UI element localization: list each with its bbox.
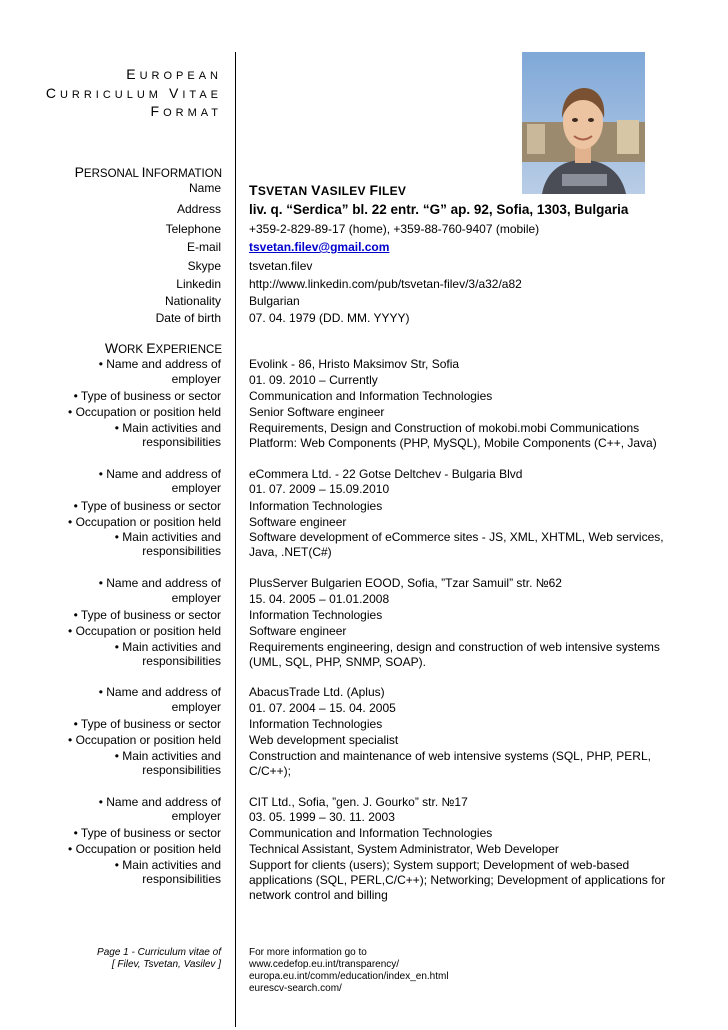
business-label: • Type of business or sector bbox=[73, 608, 221, 622]
footer-cv-owner: [ Filev, Tsvetan, Vasilev ] bbox=[111, 959, 221, 970]
employer-value: CIT Ltd., Sofia, ”gen. J. Gourko” str. №17 bbox=[249, 795, 468, 809]
business-value: Communication and Information Technologies bbox=[249, 389, 493, 403]
nationality-label: Nationality bbox=[164, 294, 221, 308]
header-line-format: FORMAT bbox=[150, 103, 222, 119]
business-label: • Type of business or sector bbox=[73, 717, 221, 731]
position-value: Software engineer bbox=[249, 624, 347, 638]
activities-label-cont: responsibilities bbox=[142, 654, 221, 668]
employer-label: • Name and address of bbox=[98, 467, 221, 481]
employer-label: • Name and address of bbox=[98, 576, 221, 590]
activities-label-cont: responsibilities bbox=[142, 763, 221, 777]
dates-value: 01. 09. 2010 – Currently bbox=[249, 373, 378, 387]
telephone-value: +359-2-829-89-17 (home), +359-88-760-9407 (mobile) bbox=[249, 222, 540, 236]
header-line-european: EUROPEAN bbox=[126, 66, 222, 82]
activities-value: Support for clients (users); System support; Development of web-based applications (SQL, PERL,C/C++); Networking; Development of applications for network control and billing bbox=[249, 858, 666, 902]
dates-value: 01. 07. 2009 – 15.09.2010 bbox=[249, 482, 390, 496]
employer-value: eCommera Ltd. - 22 Gotse Deltchev - Bulgaria Blvd bbox=[249, 467, 523, 481]
footer-link-cedefop[interactable]: www.cedefop.eu.int/transparency/ bbox=[249, 959, 400, 970]
footer-link-eurescv[interactable]: eurescv-search.com/ bbox=[249, 983, 342, 994]
linkedin-label: Linkedin bbox=[176, 277, 221, 291]
activities-value: Requirements engineering, design and construction of web intensive systems (UML, SQL, PHP, SNMP, SOAP). bbox=[249, 640, 660, 669]
footer-more-info: For more information go to bbox=[249, 947, 367, 958]
work-experience-heading: WORK EXPERIENCE bbox=[104, 340, 222, 356]
position-label: • Occupation or position held bbox=[68, 733, 221, 747]
profile-photo bbox=[522, 52, 645, 194]
name-label: Name bbox=[188, 181, 221, 195]
linkedin-value: http://www.linkedin.com/pub/tsvetan-filev/3/a32/a82 bbox=[249, 277, 522, 291]
employer-label: • Name and address of bbox=[98, 795, 221, 809]
email-label: E-mail bbox=[186, 240, 221, 254]
employer-label-cont: employer bbox=[171, 372, 221, 386]
employer-label-cont: employer bbox=[171, 481, 221, 495]
activities-label: • Main activities and bbox=[114, 530, 221, 544]
footer-page-info: Page 1 - Curriculum vitae of bbox=[97, 947, 221, 958]
business-value: Information Technologies bbox=[249, 608, 383, 622]
header-line-curriculum-vitae: CURRICULUM VITAE bbox=[45, 85, 222, 101]
employer-label-cont: employer bbox=[171, 809, 221, 823]
position-value: Technical Assistant, System Administrator, Web Developer bbox=[249, 842, 559, 856]
activities-label: • Main activities and bbox=[114, 858, 221, 872]
position-label: • Occupation or position held bbox=[68, 405, 221, 419]
position-label: • Occupation or position held bbox=[68, 515, 221, 529]
activities-label: • Main activities and bbox=[114, 749, 221, 763]
activities-label: • Main activities and bbox=[114, 421, 221, 435]
employer-value: Evolink - 86, Hristo Maksimov Str, Sofia bbox=[249, 357, 460, 371]
activities-label: • Main activities and bbox=[114, 640, 221, 654]
dates-value: 01. 07. 2004 – 15. 04. 2005 bbox=[249, 701, 396, 715]
name-value: TSVETAN VASILEV FILEV bbox=[249, 182, 407, 198]
dates-value: 03. 05. 1999 – 30. 11. 2003 bbox=[249, 810, 395, 824]
business-value: Information Technologies bbox=[249, 499, 383, 513]
dates-value: 15. 04. 2005 – 01.01.2008 bbox=[249, 592, 390, 606]
position-value: Web development specialist bbox=[249, 733, 399, 747]
position-value: Software engineer bbox=[249, 515, 347, 529]
skype-label: Skype bbox=[187, 259, 221, 273]
skype-value: tsvetan.filev bbox=[249, 259, 313, 273]
business-value: Information Technologies bbox=[249, 717, 383, 731]
employer-value: AbacusTrade Ltd. (Aplus) bbox=[249, 685, 385, 699]
footer-link-europa[interactable]: europa.eu.int/comm/education/index_en.html bbox=[249, 971, 449, 982]
activities-label-cont: responsibilities bbox=[142, 872, 221, 886]
employer-value: PlusServer Bulgarien EOOD, Sofia, ”Tzar Samuil” str. №62 bbox=[249, 576, 562, 590]
business-label: • Type of business or sector bbox=[73, 389, 221, 403]
activities-value: Construction and maintenance of web intensive systems (SQL, PHP, PERL, C/C++); bbox=[249, 749, 651, 778]
portrait-image bbox=[522, 52, 645, 194]
nationality-value: Bulgarian bbox=[249, 294, 300, 308]
business-label: • Type of business or sector bbox=[73, 499, 221, 513]
activities-value: Requirements, Design and Construction of mokobi.mobi Communications Platform: Web Components (PHP, MySQL), Mobile Components (C++, Java) bbox=[249, 421, 657, 450]
position-label: • Occupation or position held bbox=[68, 842, 221, 856]
column-divider bbox=[235, 52, 236, 1027]
personal-information-heading: PERSONAL INFORMATION bbox=[74, 164, 222, 180]
employer-label-cont: employer bbox=[171, 591, 221, 605]
employer-label: • Name and address of bbox=[98, 685, 221, 699]
telephone-label: Telephone bbox=[165, 222, 221, 236]
employer-label-cont: employer bbox=[171, 700, 221, 714]
date-of-birth-label: Date of birth bbox=[155, 311, 221, 325]
activities-label-cont: responsibilities bbox=[142, 544, 221, 558]
position-value: Senior Software engineer bbox=[249, 405, 385, 419]
email-link[interactable]: tsvetan.filev@gmail.com bbox=[249, 240, 390, 254]
activities-value: Software development of eCommerce sites - JS, XML, XHTML, Web services, Java, .NET(C#) bbox=[249, 530, 664, 559]
address-value: liv. q. “Serdica” bl. 22 entr. “G” ap. 92, Sofia, 1303, Bulgaria bbox=[249, 202, 629, 217]
address-label: Address bbox=[176, 202, 221, 216]
employer-label: • Name and address of bbox=[98, 357, 221, 371]
activities-label-cont: responsibilities bbox=[142, 435, 221, 449]
date-of-birth-value: 07. 04. 1979 (DD. MM. YYYY) bbox=[249, 311, 410, 325]
business-label: • Type of business or sector bbox=[73, 826, 221, 840]
business-value: Communication and Information Technologies bbox=[249, 826, 493, 840]
position-label: • Occupation or position held bbox=[68, 624, 221, 638]
